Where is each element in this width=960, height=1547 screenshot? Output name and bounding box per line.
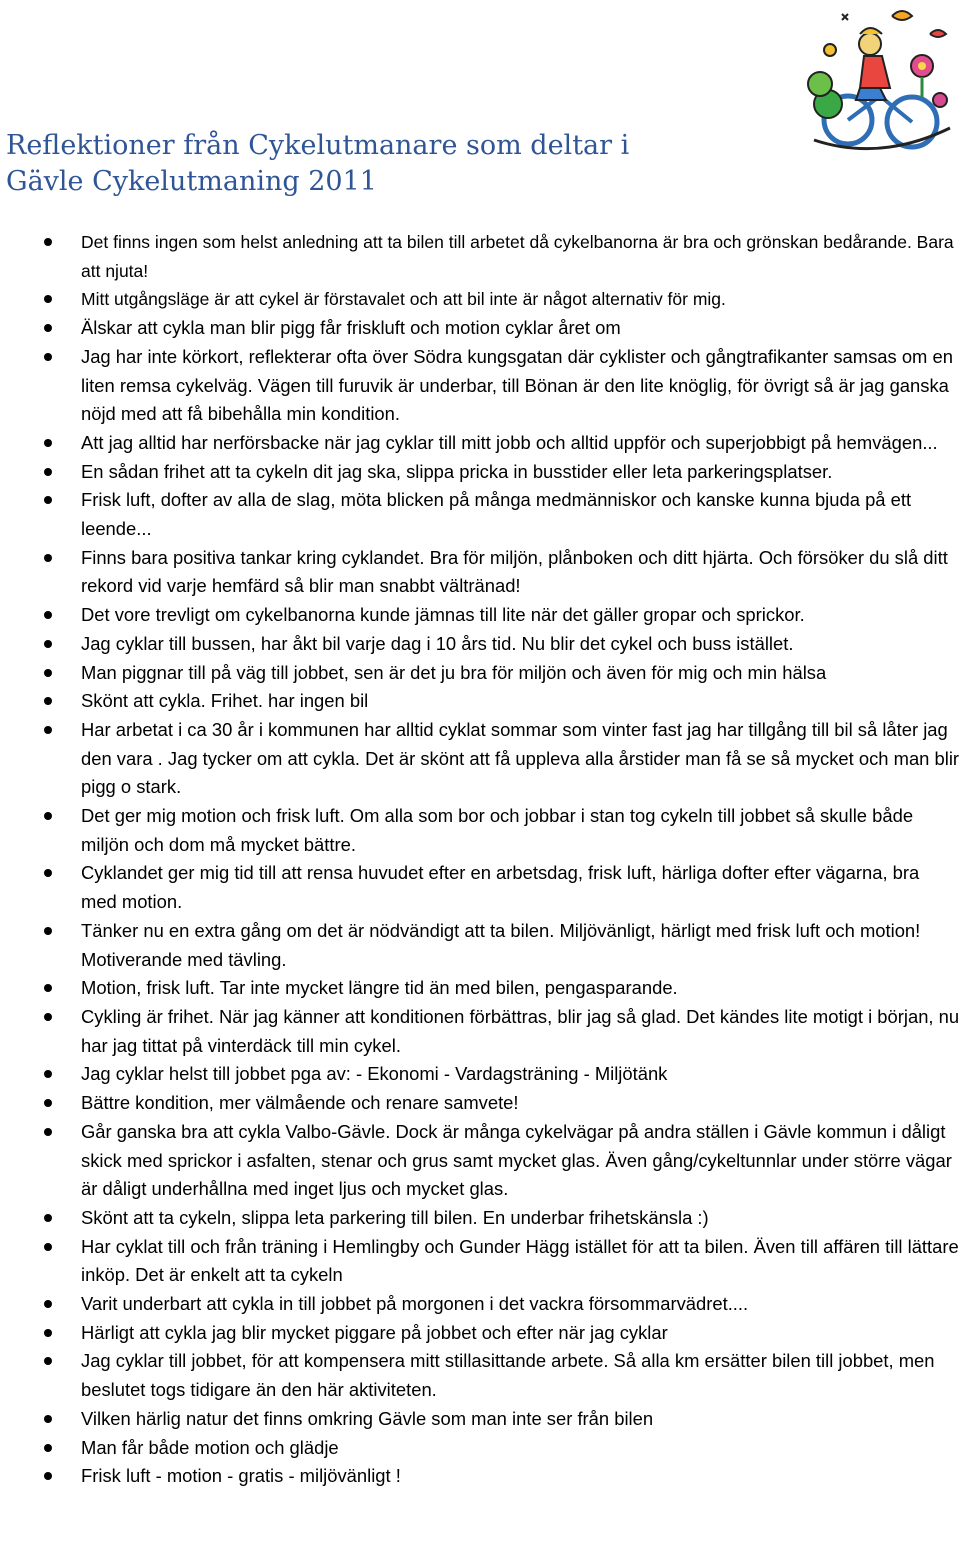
bullet-icon: [44, 1472, 52, 1480]
list-item: [0, 859, 960, 916]
bullet-icon: [44, 1300, 52, 1308]
list-item-text: Motion, frisk luft. Tar inte mycket längre tid än med bilen, pengasparande.: [81, 977, 678, 999]
list-item-text: Har cyklat till och från träning i Hemlingby och Gunder Hägg istället för att ta bilen. Även till affären till lättare inköp. Det är enkelt att ta cykeln: [81, 1235, 959, 1286]
list-item: [0, 659, 960, 688]
list-item: [0, 314, 960, 343]
bullet-icon: [44, 1415, 52, 1423]
list-item-text: Mitt utgångsläge är att cykel är förstavalet och att bil inte är något alternativ för mig.: [81, 289, 726, 310]
bullet-icon: [44, 238, 52, 246]
bullet-icon: [44, 1214, 52, 1222]
list-item-text: Cyklandet ger mig tid till att rensa huvudet efter en arbetsdag, frisk luft, härliga dofter efter vägarna, bra med motion.: [81, 862, 920, 913]
list-item-text: Frisk luft - motion - gratis - miljövänligt !: [81, 1465, 401, 1487]
list-item: [0, 1347, 960, 1404]
list-item-text: Man får både motion och glädje: [81, 1436, 339, 1458]
list-item: [0, 285, 960, 314]
list-item: [0, 1003, 960, 1060]
list-item: [0, 630, 960, 659]
bullet-icon: [44, 611, 52, 619]
reflection-list: [0, 228, 960, 1491]
bullet-icon: [44, 1128, 52, 1136]
bullet-icon: [44, 640, 52, 648]
list-item: [0, 716, 960, 802]
bullet-icon: [44, 1329, 52, 1337]
list-item: [0, 1060, 960, 1089]
list-item: [0, 486, 960, 543]
list-item: [0, 687, 960, 716]
list-item-text: Härligt att cykla jag blir mycket piggare på jobbet och efter när jag cyklar: [81, 1321, 668, 1343]
bullet-icon: [44, 1013, 52, 1021]
bullet-icon: [44, 869, 52, 877]
list-item-text: Det finns ingen som helst anledning att ta bilen till arbetet då cykelbanorna är bra och grönskan bedårande. Bara att njuta!: [81, 232, 954, 281]
cycling-logo-icon: [800, 0, 958, 158]
list-item: [0, 1290, 960, 1319]
list-item: [0, 1319, 960, 1348]
list-item: [0, 1434, 960, 1463]
list-item: [0, 343, 960, 429]
list-item: [0, 1089, 960, 1118]
list-item: [0, 1462, 960, 1491]
bullet-icon: [44, 812, 52, 820]
list-item-text: Skönt att ta cykeln, slippa leta parkering till bilen. En underbar frihetskänsla :): [81, 1206, 709, 1228]
bullet-icon: [44, 984, 52, 992]
bullet-icon: [44, 1099, 52, 1107]
bullet-icon: [44, 1070, 52, 1078]
list-item: [0, 1118, 960, 1204]
list-item-text: Vilken härlig natur det finns omkring Gävle som man inte ser från bilen: [81, 1407, 654, 1429]
list-item: [0, 1405, 960, 1434]
list-item-text: Bättre kondition, mer välmående och renare samvete!: [81, 1092, 519, 1114]
list-item-text: Skönt att cykla. Frihet. har ingen bil: [81, 690, 369, 712]
list-item: [0, 228, 960, 285]
bullet-icon: [44, 1357, 52, 1365]
list-item-text: Går ganska bra att cykla Valbo-Gävle. Dock är många cykelvägar på andra ställen i Gävle kommun i dåligt skick med sprickor i asfalten, stenar och grus samt mycket glas. Även gång/cykeltunnlar under större vägar är dåligt underhållna med inget ljus och mycket glas.: [81, 1120, 952, 1200]
list-item-text: Älskar att cykla man blir pigg får friskluft och motion cyklar året om: [81, 317, 621, 339]
bullet-icon: [44, 669, 52, 677]
list-item-text: Jag cyklar helst till jobbet pga av: - Ekonomi - Vardagsträning - Miljötänk: [81, 1063, 668, 1085]
bullet-icon: [44, 1243, 52, 1251]
bullet-icon: [44, 439, 52, 447]
list-item: [0, 1204, 960, 1233]
bullet-icon: [44, 324, 52, 332]
list-item: [0, 601, 960, 630]
list-item-text: Det ger mig motion och frisk luft. Om alla som bor och jobbar i stan tog cykeln till jobbet så skulle både miljön och dom må mycket bättre.: [81, 805, 914, 855]
list-item-text: Jag cyklar till bussen, har åkt bil varje dag i 10 års tid. Nu blir det cykel och buss istället.: [81, 632, 794, 654]
list-item-text: Finns bara positiva tankar kring cyklandet. Bra för miljön, plånboken och ditt hjärta. Och försöker du slå ditt rekord vid varje hemfärd så blir man snabbt vältränad!: [81, 546, 948, 597]
bullet-icon: [44, 554, 52, 562]
list-item: [0, 974, 960, 1003]
bullet-icon: [44, 927, 52, 935]
list-item: [0, 458, 960, 487]
list-item-text: Man piggnar till på väg till jobbet, sen är det ju bra för miljön och även för mig och min hälsa: [81, 661, 827, 683]
list-item: [0, 917, 960, 974]
bullet-icon: [44, 295, 52, 303]
list-item: [0, 544, 960, 601]
bullet-icon: [44, 496, 52, 504]
list-item: [0, 1233, 960, 1290]
list-item-text: Tänker nu en extra gång om det är nödvändigt att ta bilen. Miljövänligt, härligt med frisk luft och motion! Motiverande med tävling.: [81, 919, 921, 970]
bullet-icon: [44, 726, 52, 734]
list-item-text: Har arbetat i ca 30 år i kommunen har alltid cyklat sommar som vinter fast jag har tillgång till bil så låter jag den vara . Jag tycker om att cykla. Det är skönt att få uppleva alla årstider man få se så mycket och man blir pigg o stark.: [81, 718, 960, 798]
list-item-text: En sådan frihet att ta cykeln dit jag ska, slippa pricka in busstider eller leta parkeringsplatser.: [81, 460, 833, 482]
list-item-text: Det vore trevligt om cykelbanorna kunde jämnas till lite när det gäller gropar och sprickor.: [81, 604, 805, 626]
list-item-text: Varit underbart att cykla in till jobbet på morgonen i det vackra försommarvädret....: [81, 1293, 749, 1315]
title-line-1: Reflektioner från Cykelutmanare som deltar i: [6, 130, 630, 161]
bullet-icon: [44, 1444, 52, 1452]
document-title: [6, 128, 766, 200]
bullet-icon: [44, 697, 52, 705]
list-item-text: Att jag alltid har nerförsbacke när jag cyklar till mitt jobb och alltid uppför och superjobbigt på hemvägen...: [81, 431, 938, 453]
list-item-text: Cykling är frihet. När jag känner att konditionen förbättras, blir jag så glad. Det kändes lite motigt i början, nu har jag tittat på vinterdäck till min cykel.: [81, 1005, 960, 1056]
list-item: [0, 802, 960, 859]
title-line-2: Gävle Cykelutmaning 2011: [6, 166, 377, 197]
list-item-text: Jag har inte körkort, reflekterar ofta över Södra kungsgatan där cyklister och gångtrafikanter samsas om en liten remsa cykelväg. Vägen till furuvik är underbar, till Bönan är den lite knöglig, för övrigt så är jag ganska nöjd med att få bibehålla min kondition.: [81, 345, 953, 425]
list-item-text: Frisk luft, dofter av alla de slag, möta blicken på många medmänniskor och kanske kunna bjuda på ett leende...: [81, 489, 912, 540]
list-item-text: Jag cyklar till jobbet, för att kompensera mitt stillasittande arbete. Så alla km ersätter bilen till jobbet, men beslutet togs tidigare än den här aktiviteten.: [81, 1350, 935, 1401]
bullet-icon: [44, 353, 52, 361]
list-item: [0, 429, 960, 458]
bullet-icon: [44, 468, 52, 476]
